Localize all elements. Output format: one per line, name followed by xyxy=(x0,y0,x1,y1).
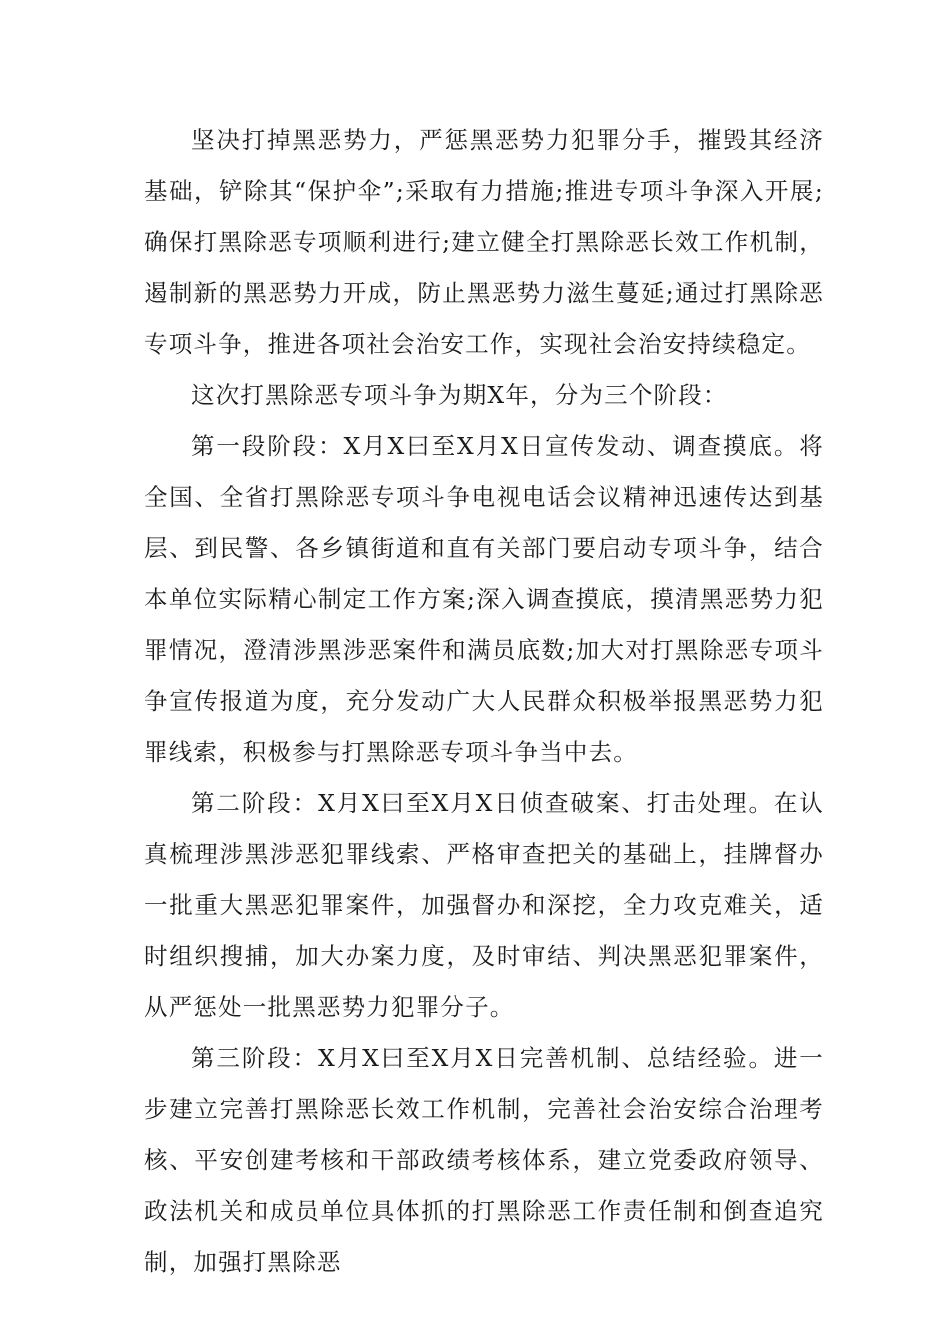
paragraph-duration: 这次打黑除恶专项斗争为期X年，分为三个阶段： xyxy=(191,381,728,409)
paragraph-goals: 坚决打掉黑恶势力，严惩黑恶势力犯罪分手，摧毁其经济基础，铲除其“保护伞”;采取有力措施;推进专项斗争深入开展;确保打黑除恶专项顺利进行;建立健全打黑除恶长效工作机制，遏制新的黑恶势力开成，防止黑恶势力滋生蔓延;通过打黑除恶专项斗争，推进各项社会治安工作，实现社会治安持续稳定。 xyxy=(144,126,824,358)
paragraph-stage-two: 第二阶段：X月X曰至X月X日侦查破案、打击处理。在认真梳理涉黑涉恶犯罪线索、严格审查把关的基础上，挂牌督办一批重大黑恶犯罪案件，加强督办和深挖，全力攻克难关，适时组织搜捕，加大办案力度，及时审结、判决黑恶犯罪案件，从严惩处一批黑恶势力犯罪分子。 xyxy=(144,789,824,1021)
document-body xyxy=(144,115,824,1288)
paragraph-stage-one: 第一段阶段：X月X曰至X月X日宣传发动、调查摸底。将全国、全省打黑除恶专项斗争电视电话会议精神迅速传达到基层、到民警、各乡镇街道和直有关部门要启动专项斗争，结合本单位实际精心制定工作方案;深入调查摸底，摸清黑恶势力犯罪情况，澄清涉黑涉恶案件和满员底数;加大对打黑除恶专项斗争宣传报道为度，充分发动广大人民群众积极举报黑恶势力犯罪线索，积极参与打黑除恶专项斗争当中去。 xyxy=(144,432,824,766)
paragraph-stage-three: 第三阶段：X月X曰至X月X日完善机制、总结经验。进一步建立完善打黑除恶长效工作机制，完善社会治安综合治理考核、平安创建考核和干部政绩考核体系，建立党委政府领导、政法机关和成员单位具体抓的打黑除恶工作责任制和倒查追究制，加强打黑除恶 xyxy=(144,1044,824,1276)
